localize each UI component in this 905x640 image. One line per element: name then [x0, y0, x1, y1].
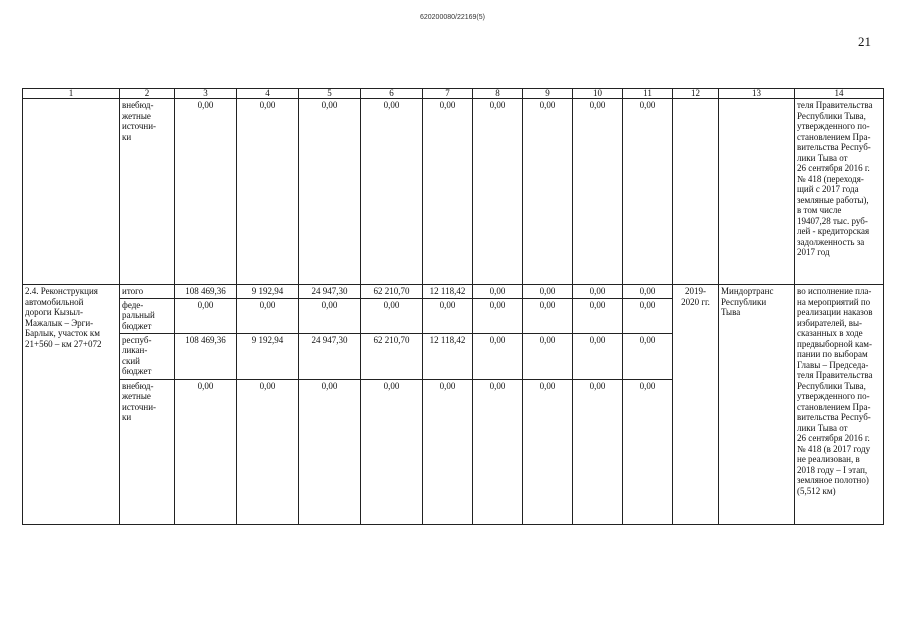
- period-cell-empty: [673, 99, 719, 285]
- value-cell: 0,00: [237, 298, 299, 333]
- funding-source: итого: [120, 285, 175, 299]
- value-cell: 0,00: [573, 285, 623, 299]
- column-number: 1: [23, 89, 120, 99]
- note-cell: во исполнение пла- на мероприятий по реализации наказов избирателей, вы- сказанных в ходе предвыборной кам- пании по выборам Главы – Председа- теля Правительства Республики Тыва, утвержденного по- становлением Пра- вительства Респуб- лики Тыва от 26 сентября 2016 г. № 418 (в 2017 году не реализован, в 2018 году – I этап, земляное полотно) (5,512 км): [795, 285, 884, 525]
- table-row: [23, 285, 884, 299]
- value-cell: 0,00: [473, 333, 523, 379]
- value-cell: 0,00: [237, 379, 299, 524]
- column-number: 9: [523, 89, 573, 99]
- column-number: 11: [623, 89, 673, 99]
- value-cell: 0,00: [473, 285, 523, 299]
- value-cell: 0,00: [623, 99, 673, 285]
- value-cell: 0,00: [423, 298, 473, 333]
- value-cell: 0,00: [175, 298, 237, 333]
- value-cell: 0,00: [361, 99, 423, 285]
- table-row: [23, 99, 884, 285]
- value-cell: 12 118,42: [423, 333, 473, 379]
- value-cell: 0,00: [573, 298, 623, 333]
- value-cell: 12 118,42: [423, 285, 473, 299]
- value-cell: 0,00: [175, 379, 237, 524]
- column-number: 2: [120, 89, 175, 99]
- column-number: 6: [361, 89, 423, 99]
- value-cell: 0,00: [299, 379, 361, 524]
- column-number: 13: [719, 89, 795, 99]
- column-number: 4: [237, 89, 299, 99]
- column-number: 14: [795, 89, 884, 99]
- value-cell: 0,00: [361, 298, 423, 333]
- value-cell: 0,00: [423, 379, 473, 524]
- executor-cell: Миндортранс Республики Тыва: [719, 285, 795, 525]
- value-cell: 0,00: [299, 298, 361, 333]
- column-number-row: [23, 89, 884, 99]
- page-number: 21: [858, 34, 871, 49]
- executor-cell-empty: [719, 99, 795, 285]
- column-number: 10: [573, 89, 623, 99]
- value-cell: 108 469,36: [175, 285, 237, 299]
- project-name: 2.4. Реконструкция автомобильной дороги Кызыл- Мажалык – Эрги- Барлык, участок км 21+560 – км 27+072: [23, 285, 120, 525]
- column-number: 3: [175, 89, 237, 99]
- value-cell: 0,00: [573, 333, 623, 379]
- value-cell: 0,00: [473, 379, 523, 524]
- value-cell: 24 947,30: [299, 333, 361, 379]
- value-cell: 0,00: [573, 379, 623, 524]
- value-cell: 0,00: [423, 99, 473, 285]
- value-cell: 0,00: [237, 99, 299, 285]
- value-cell: 0,00: [573, 99, 623, 285]
- value-cell: 0,00: [623, 379, 673, 524]
- funding-source: внебюд- жетные источни- ки: [120, 99, 175, 285]
- value-cell: 108 469,36: [175, 333, 237, 379]
- budget-table: [22, 88, 884, 525]
- value-cell: 0,00: [473, 99, 523, 285]
- value-cell: 0,00: [175, 99, 237, 285]
- value-cell: 62 210,70: [361, 285, 423, 299]
- note-cell: теля Правительства Республики Тыва, утвержденного по- становлением Пра- вительства Респуб- лики Тыва от 26 сентября 2016 г. № 418 (переходя- щий с 2017 года земляные работы), в том числе 19407,28 тыс. руб- лей - кредиторская задолженность за 2017 год: [795, 99, 884, 285]
- funding-source: внебюд- жетные источни- ки: [120, 379, 175, 524]
- value-cell: 0,00: [623, 285, 673, 299]
- value-cell: 0,00: [361, 379, 423, 524]
- document-id: 620200080/22169(5): [419, 14, 485, 21]
- value-cell: 0,00: [523, 379, 573, 524]
- value-cell: 0,00: [623, 333, 673, 379]
- value-cell: 24 947,30: [299, 285, 361, 299]
- value-cell: 9 192,94: [237, 285, 299, 299]
- value-cell: 0,00: [299, 99, 361, 285]
- value-cell: 0,00: [473, 298, 523, 333]
- funding-source: респуб- ликан- ский бюджет: [120, 333, 175, 379]
- value-cell: 0,00: [623, 298, 673, 333]
- column-number: 8: [473, 89, 523, 99]
- funding-source: феде- ральный бюджет: [120, 298, 175, 333]
- value-cell: 0,00: [523, 99, 573, 285]
- value-cell: 62 210,70: [361, 333, 423, 379]
- value-cell: 9 192,94: [237, 333, 299, 379]
- column-number: 5: [299, 89, 361, 99]
- value-cell: 0,00: [523, 333, 573, 379]
- value-cell: 0,00: [523, 285, 573, 299]
- project-cell-empty: [23, 99, 120, 285]
- value-cell: 0,00: [523, 298, 573, 333]
- column-number: 12: [673, 89, 719, 99]
- column-number: 7: [423, 89, 473, 99]
- period-cell: 2019- 2020 гг.: [673, 285, 719, 525]
